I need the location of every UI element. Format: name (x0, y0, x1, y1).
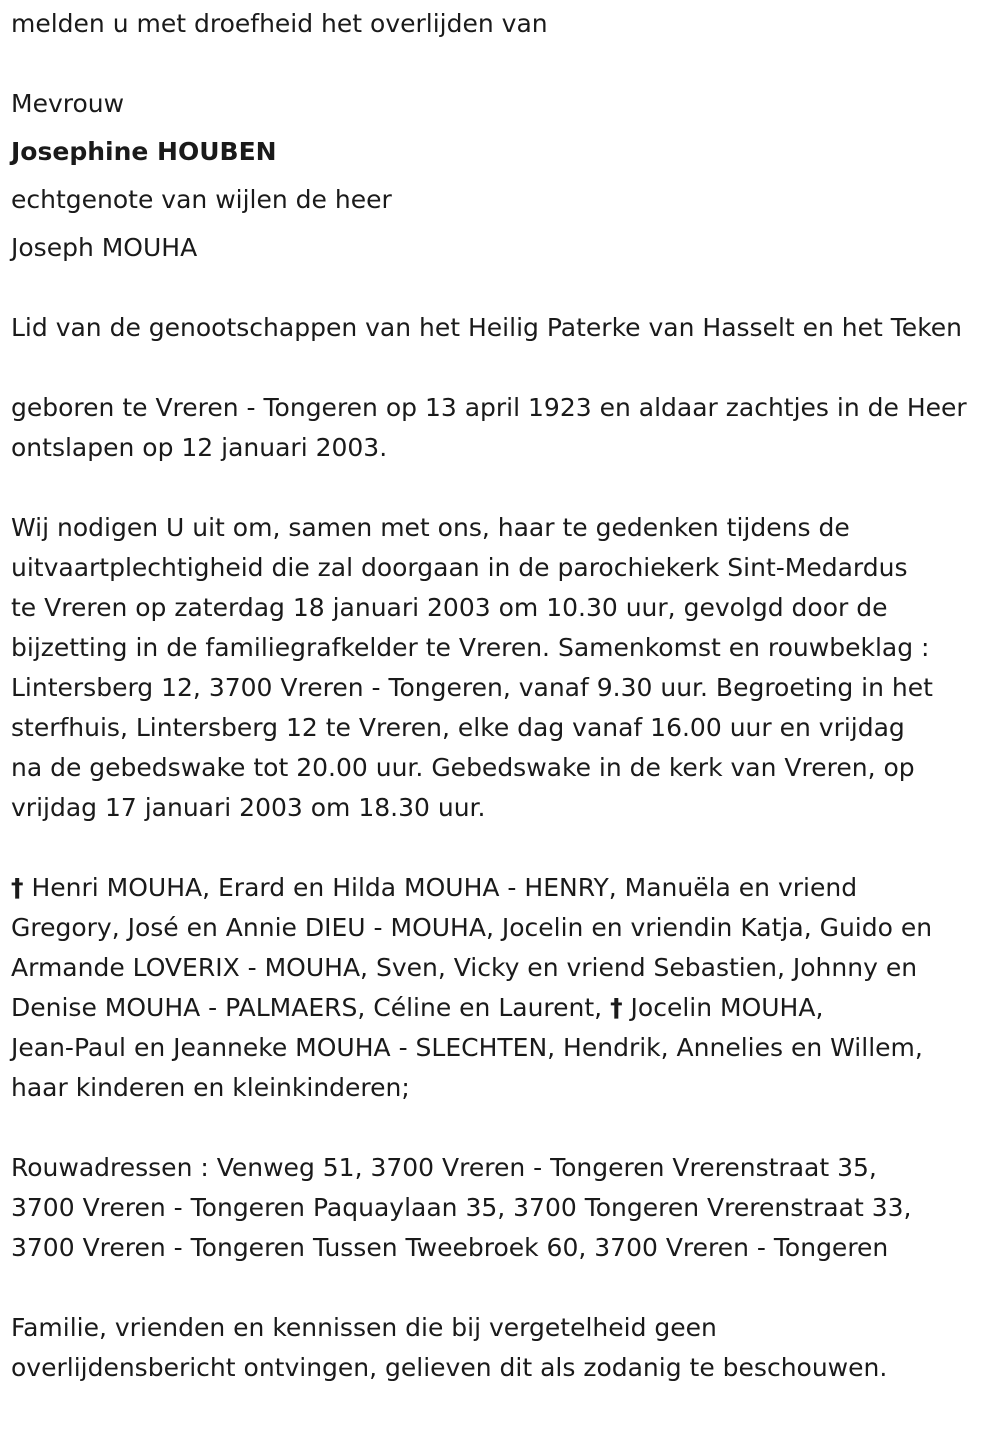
ceremony-line: vrijdag 17 januari 2003 om 18.30 uur. (11, 793, 486, 822)
family-text: Denise MOUHA - PALMAERS, Céline en Laurent, (11, 993, 603, 1022)
intro-text: melden u met droefheid het overlijden van (11, 9, 548, 38)
family-line: Jean-Paul en Jeanneke MOUHA - SLECHTEN, Hendrik, Annelies en Willem, (11, 1033, 923, 1062)
salutation: Mevrouw (11, 89, 125, 118)
deceased-name: Josephine HOUBEN (11, 137, 277, 166)
ceremony-line: bijzetting in de familiegrafkelder te Vreren. Samenkomst en rouwbeklag : (11, 633, 930, 662)
address-line: 3700 Vreren - Tongeren Tussen Tweebroek 60, 3700 Vreren - Tongeren (11, 1233, 889, 1262)
family-line: Armande LOVERIX - MOUHA, Sven, Vicky en vriend Sebastien, Johnny en (11, 953, 918, 982)
ceremony-line: Wij nodigen U uit om, samen met ons, haar te gedenken tijdens de (11, 513, 850, 542)
ceremony-paragraph (11, 508, 991, 828)
ceremony-line: Lintersberg 12, 3700 Vreren - Tongeren, vanaf 9.30 uur. Begroeting in het (11, 673, 933, 702)
ceremony-line: sterfhuis, Lintersberg 12 te Vreren, elke dag vanaf 16.00 uur en vrijdag (11, 713, 905, 742)
family-line (11, 988, 991, 1028)
relation-text: echtgenote van wijlen de heer (11, 185, 392, 214)
obituary-notice (11, 4, 991, 1388)
ceremony-line: te Vreren op zaterdag 18 januari 2003 om 10.30 uur, gevolgd door de (11, 593, 888, 622)
address-line: 3700 Vreren - Tongeren Paquaylaan 35, 3700 Tongeren Vrerenstraat 33, (11, 1193, 912, 1222)
cross-icon: † (11, 873, 24, 902)
membership-text: Lid van de genootschappen van het Heilig Paterke van Hasselt en het Teken (11, 313, 963, 342)
spouse-name: Joseph MOUHA (11, 233, 198, 262)
family-line: haar kinderen en kleinkinderen; (11, 1073, 410, 1102)
family-text: Henri MOUHA, Erard en Hilda MOUHA - HENRY, Manuëla en vriend (31, 873, 858, 902)
ceremony-line: na de gebedswake tot 20.00 uur. Gebedswake in de kerk van Vreren, op (11, 753, 915, 782)
addresses-paragraph (11, 1148, 991, 1268)
family-paragraph (11, 868, 991, 1108)
family-line (11, 868, 991, 908)
family-line: Gregory, José en Annie DIEU - MOUHA, Jocelin en vriendin Katja, Guido en (11, 913, 933, 942)
birth-death-text: geboren te Vreren - Tongeren op 13 april 1923 en aldaar zachtjes in de Heer ontslapen op 12 januari 2003. (11, 393, 967, 462)
ceremony-line: uitvaartplechtigheid die zal doorgaan in de parochiekerk Sint-Medardus (11, 553, 908, 582)
closing-line: Familie, vrienden en kennissen die bij vergetelheid geen (11, 1313, 717, 1342)
family-text: Jocelin MOUHA, (630, 993, 824, 1022)
cross-icon: † (610, 993, 623, 1022)
closing-line: overlijdensbericht ontvingen, gelieven dit als zodanig te beschouwen. (11, 1353, 888, 1382)
address-line: Rouwadressen : Venweg 51, 3700 Vreren - Tongeren Vrerenstraat 35, (11, 1153, 877, 1182)
closing-paragraph (11, 1308, 991, 1388)
